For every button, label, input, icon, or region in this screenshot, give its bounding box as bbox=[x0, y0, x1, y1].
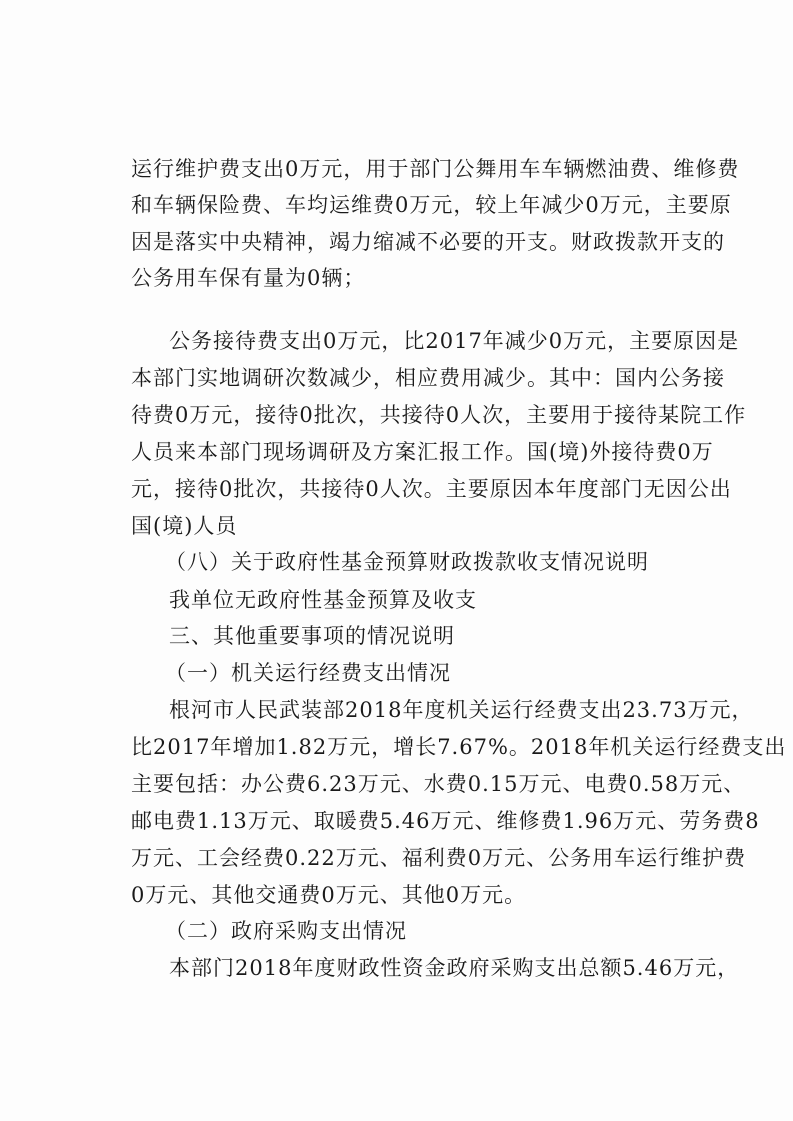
text-line: 万元、工会经费0.22万元、福利费0万元、公务用车运行维护费 bbox=[131, 846, 747, 870]
text-line: 公务接待费支出0万元，比2017年减少0万元，主要原因是 bbox=[169, 329, 740, 353]
section-heading: （八）关于政府性基金预算财政拨款收支情况说明 bbox=[165, 550, 649, 574]
text-line: 比2017年增加1.82万元，增长7.67%。2018年机关运行经费支出 bbox=[131, 735, 787, 759]
text-line: 和车辆保险费、车均运维费0万元，较上年减少0万元，主要原 bbox=[131, 193, 732, 217]
section-heading: （二）政府采购支出情况 bbox=[165, 919, 407, 943]
text-line: 邮电费1.13万元、取暖费5.46万元、维修费1.96万元、劳务费8 bbox=[131, 809, 760, 833]
text-line: 公务用车保有量为0辆； bbox=[131, 266, 366, 290]
section-heading: 三、其他重要事项的情况说明 bbox=[169, 624, 455, 648]
text-line: 运行维护费支出0万元，用于部门公舞用车车辆燃油费、维修费 bbox=[131, 157, 740, 181]
text-line: 待费0万元，接待0批次，共接待0人次，主要用于接待某院工作 bbox=[131, 403, 747, 427]
text-line: 根河市人民武装部2018年度机关运行经费支出23.73万元， bbox=[169, 698, 754, 722]
text-line: 人员来本部门现场调研及方案汇报工作。国(境)外接待费0万 bbox=[131, 440, 714, 464]
text-line: 因是落实中央精神，竭力缩减不必要的开支。财政拨款开支的 bbox=[131, 230, 725, 254]
text-line: 主要包括：办公费6.23万元、水费0.15万元、电费0.58万元、 bbox=[131, 772, 746, 796]
text-line: 元，接待0批次，共接待0人次。主要原因本年度部门无因公出 bbox=[131, 477, 732, 501]
section-heading: （一）机关运行经费支出情况 bbox=[165, 661, 451, 685]
text-line: 国(境)人员 bbox=[131, 514, 238, 538]
text-line: 本部门实地调研次数减少，相应费用减少。其中：国内公务接 bbox=[131, 366, 725, 390]
text-line: 我单位无政府性基金预算及收支 bbox=[169, 588, 477, 612]
text-line: 本部门2018年度财政性资金政府采购支出总额5.46万元， bbox=[169, 956, 740, 980]
text-line: 0万元、其他交通费0万元、其他0万元。 bbox=[131, 883, 527, 907]
